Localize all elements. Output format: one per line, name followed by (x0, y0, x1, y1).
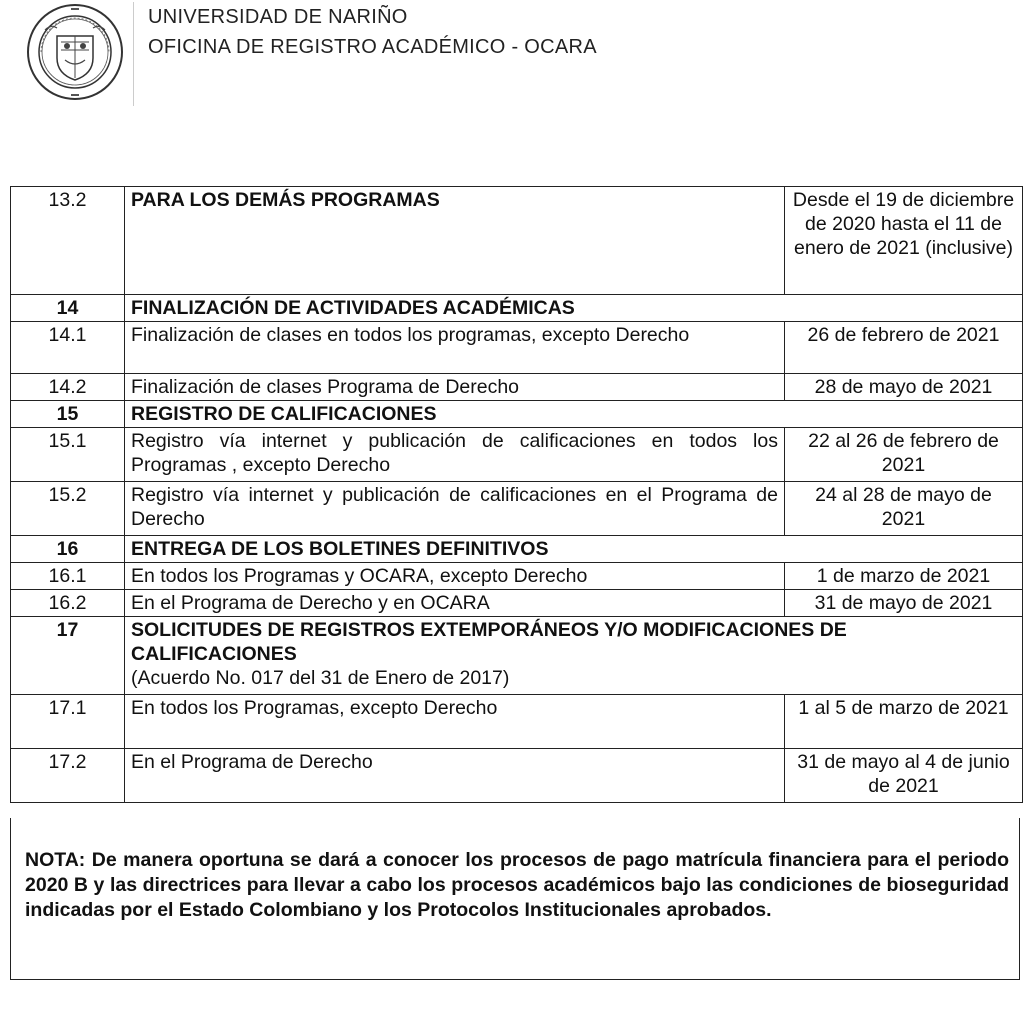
section-subtitle: (Acuerdo No. 017 del 31 de Enero de 2017) (131, 667, 510, 689)
row-description: En todos los Programas y OCARA, excepto Derecho (125, 563, 785, 590)
note-box (10, 818, 1020, 980)
row-number: 16.2 (11, 590, 125, 617)
row-number: 15 (11, 401, 125, 428)
row-number: 14 (11, 295, 125, 322)
note-text: NOTA: De manera oportuna se dará a conocer los procesos de pago matrícula financiera para el periodo 2020 B y las directrices para llevar a cabo los procesos académicos bajo las condiciones de bioseguridad indicadas por el Estado Colombiano y los Protocolos Institucionales aprobados. (25, 849, 1009, 921)
row-number: 15.1 (11, 428, 125, 482)
table-row (11, 536, 1023, 563)
row-description: Finalización de clases Programa de Derecho (125, 374, 785, 401)
row-description: En todos los Programas, excepto Derecho (125, 695, 785, 749)
university-seal-icon (25, 2, 134, 106)
row-date: 24 al 28 de mayo de 2021 (785, 482, 1023, 536)
row-number: 15.2 (11, 482, 125, 536)
table-row (11, 374, 1023, 401)
row-date: 31 de mayo de 2021 (785, 590, 1023, 617)
row-date: 26 de febrero de 2021 (785, 322, 1023, 374)
row-description: En el Programa de Derecho (125, 749, 785, 803)
row-description: En el Programa de Derecho y en OCARA (125, 590, 785, 617)
table-row (11, 590, 1023, 617)
table-row (11, 322, 1023, 374)
academic-calendar-table (10, 186, 1023, 803)
row-description: Registro vía internet y publicación de calificaciones en todos los Programas , excepto Derecho (125, 428, 785, 482)
row-number: 14.1 (11, 322, 125, 374)
row-number: 17 (11, 617, 125, 695)
row-date: 22 al 26 de febrero de 2021 (785, 428, 1023, 482)
row-description: Registro vía internet y publicación de calificaciones en el Programa de Derecho (125, 482, 785, 536)
table-row (11, 401, 1023, 428)
table-row (11, 187, 1023, 295)
section-title: FINALIZACIÓN DE ACTIVIDADES ACADÉMICAS (125, 295, 1023, 322)
row-number: 17.2 (11, 749, 125, 803)
row-date: Desde el 19 de diciembre de 2020 hasta el 11 de enero de 2021 (inclusive) (785, 187, 1023, 295)
row-number: 16.1 (11, 563, 125, 590)
calendar-table-container (10, 186, 1022, 803)
table-row (11, 563, 1023, 590)
row-number: 16 (11, 536, 125, 563)
table-row (11, 428, 1023, 482)
office-name: OFICINA DE REGISTRO ACADÉMICO - OCARA (148, 36, 597, 58)
row-number: 14.2 (11, 374, 125, 401)
row-description: Finalización de clases en todos los programas, excepto Derecho (125, 322, 785, 374)
row-date: 1 de marzo de 2021 (785, 563, 1023, 590)
document-header (0, 0, 1024, 110)
section-title: ENTREGA DE LOS BOLETINES DEFINITIVOS (125, 536, 1023, 563)
row-date: 31 de mayo al 4 de junio de 2021 (785, 749, 1023, 803)
section-title: REGISTRO DE CALIFICACIONES (125, 401, 1023, 428)
table-row (11, 749, 1023, 803)
table-row (11, 695, 1023, 749)
row-description: PARA LOS DEMÁS PROGRAMAS (125, 187, 785, 295)
table-row (11, 295, 1023, 322)
row-number: 17.1 (11, 695, 125, 749)
table-row (11, 617, 1023, 695)
section-title: SOLICITUDES DE REGISTROS EXTEMPORÁNEOS Y/O MODIFICACIONES DE CALIFICACIONES (131, 619, 847, 665)
institution-name: UNIVERSIDAD DE NARIÑO (148, 6, 408, 28)
table-row (11, 482, 1023, 536)
row-number: 13.2 (11, 187, 125, 295)
row-date: 1 al 5 de marzo de 2021 (785, 695, 1023, 749)
section-title-cell (125, 617, 1023, 695)
row-date: 28 de mayo de 2021 (785, 374, 1023, 401)
